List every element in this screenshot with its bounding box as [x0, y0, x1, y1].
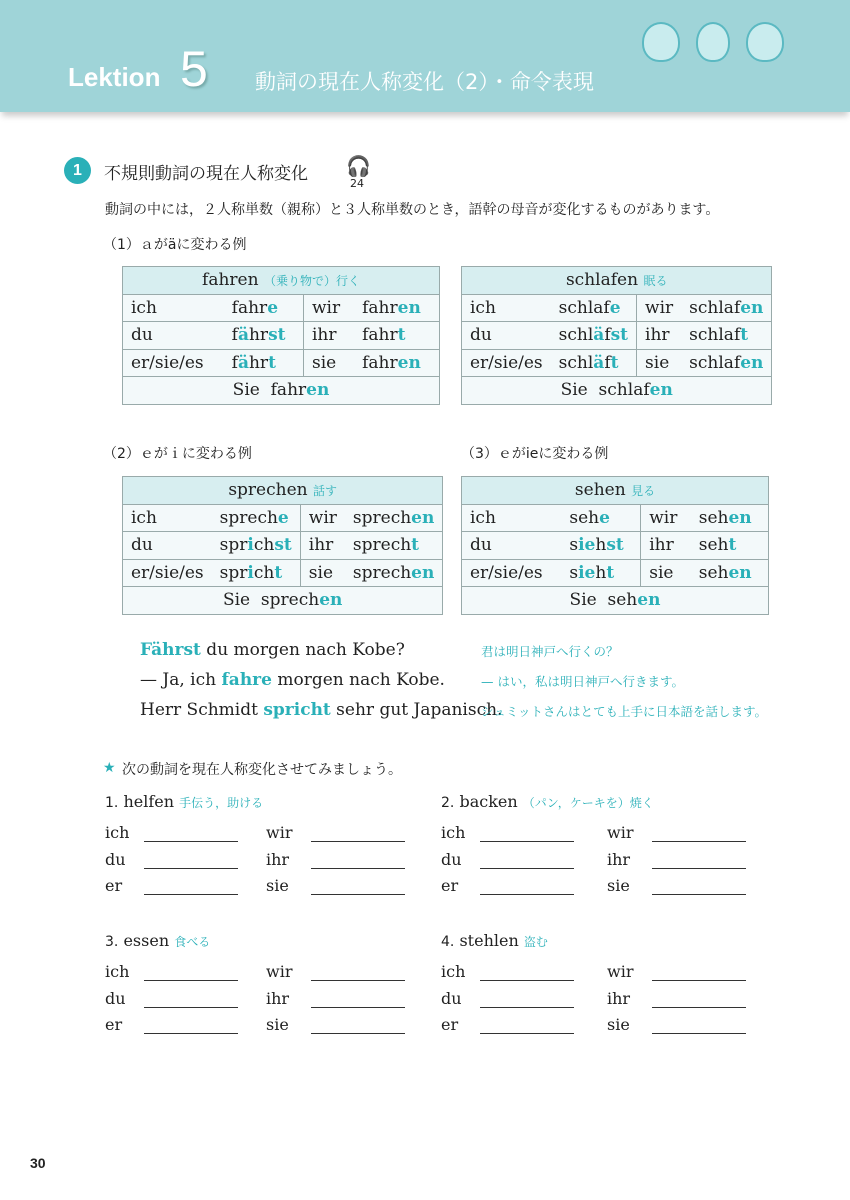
stem-text: schlaf — [689, 325, 741, 346]
ending-highlight: ä — [237, 325, 249, 346]
pronoun: wir — [300, 504, 345, 532]
ending-highlight: ä — [593, 352, 605, 373]
stem-text: hr — [248, 352, 269, 373]
pronoun: sie — [637, 349, 682, 377]
exercise-pronoun: du — [441, 988, 462, 1008]
ending-highlight: spricht — [263, 700, 331, 720]
exercise-pronoun: ich — [105, 823, 130, 842]
verb-meaning: 見る — [631, 484, 656, 499]
example-translation: シュミットさんはとても上手に日本語を話します。 — [481, 704, 768, 719]
exercise-pronoun: wir — [266, 823, 293, 842]
ending-highlight: e — [277, 507, 289, 528]
verb-form — [691, 559, 769, 587]
stem-text: fahr — [362, 325, 398, 346]
headphones-icon[interactable]: 🎧 — [346, 154, 371, 178]
formal-sie-form — [462, 377, 772, 405]
verb: sehen — [574, 480, 626, 501]
stem-text: morgen nach Kobe. — [271, 670, 445, 690]
ending-highlight: e — [609, 297, 621, 318]
exercise-pronoun: er — [105, 876, 123, 895]
exercise-item-essen — [105, 931, 210, 950]
verb-form — [345, 504, 443, 532]
exercise-meaning: （パン，ケーキを）焼く — [522, 796, 654, 810]
stem-text: f — [604, 352, 611, 373]
verb-form — [691, 532, 769, 560]
ending-highlight: en — [728, 562, 752, 583]
table-row — [462, 322, 772, 350]
answer-blank[interactable] — [311, 868, 405, 869]
answer-blank[interactable] — [144, 841, 238, 842]
lesson-title: 動詞の現在人称変化（2）・命令表現 — [255, 70, 594, 94]
pronoun: du — [462, 532, 562, 560]
ending-highlight: st — [274, 535, 292, 556]
stem-text: h — [595, 562, 607, 583]
ending-highlight: en — [411, 562, 435, 583]
pronoun: wir — [641, 504, 691, 532]
pronoun: du — [462, 322, 551, 350]
pronoun: er/sie/es — [462, 349, 551, 377]
stem-text: du morgen nach Kobe? — [200, 640, 405, 660]
answer-blank[interactable] — [311, 1033, 405, 1034]
stem-text: fahr — [259, 380, 307, 401]
ending-highlight: ä — [237, 352, 249, 373]
ending-highlight: en — [649, 380, 673, 401]
ending-highlight: t — [411, 535, 420, 556]
exercise-pronoun: wir — [266, 962, 293, 981]
stem-text: sprech — [250, 590, 320, 611]
verb-form — [224, 294, 304, 322]
intro-text: 動詞の中には，２人称単数（親称）と３人称単数のとき，語幹の母音が変化するものがあります。 — [105, 202, 720, 218]
stem-text: f — [604, 325, 611, 346]
ending-highlight: i — [247, 535, 254, 556]
example-translation: — はい，私は明日神戸へ行きます。 — [481, 674, 684, 689]
stem-text: sprech — [352, 535, 412, 556]
stem-text: Sie — [222, 590, 251, 611]
stem-text: Sie — [560, 380, 588, 401]
ending-highlight: e — [267, 297, 279, 318]
verb-form — [354, 322, 439, 350]
exercise-pronoun: er — [441, 876, 459, 895]
ending-highlight: ie — [578, 535, 596, 556]
exercise-item-stehlen — [441, 931, 548, 950]
verb-form — [561, 559, 640, 587]
ending-highlight: t — [397, 325, 406, 346]
conjugation-table-fahren — [122, 266, 440, 405]
exercise-pronoun: sie — [266, 876, 289, 895]
stem-text: h — [595, 535, 607, 556]
ending-highlight: en — [728, 507, 752, 528]
table-row — [462, 532, 769, 560]
exercise-verb: helfen — [123, 792, 175, 811]
conjugation-table-schlafen — [461, 266, 772, 405]
ending-highlight: e — [599, 507, 610, 528]
ending-highlight: t — [268, 352, 276, 373]
example-sentence — [140, 700, 502, 720]
answer-blank[interactable] — [144, 980, 238, 981]
stem-text: schlaf — [558, 297, 610, 318]
answer-blank[interactable] — [480, 1007, 574, 1008]
verb-meaning: （乗り物で）行く — [263, 274, 360, 289]
verb-form — [551, 294, 637, 322]
stem-text: seh — [596, 590, 638, 611]
exercise-pronoun: du — [105, 849, 126, 869]
audio-track-number: 24 — [350, 177, 364, 190]
verb-form — [561, 532, 640, 560]
ending-highlight: fahre — [221, 670, 272, 690]
answer-blank[interactable] — [311, 980, 405, 981]
exercise-pronoun: du — [105, 988, 126, 1008]
pronoun: ich — [123, 504, 212, 532]
verb-form — [224, 349, 304, 377]
verb-form — [691, 504, 769, 532]
exercise-verb: stehlen — [459, 931, 519, 950]
exercise-pronoun: sie — [607, 876, 630, 895]
group-2-label: （2）ｅがｉに変わる例 — [103, 446, 252, 462]
verb-form — [681, 322, 772, 350]
exercise-meaning: 盗む — [523, 935, 548, 949]
pronoun: ihr — [303, 322, 354, 350]
ending-highlight: t — [740, 325, 749, 346]
ending-highlight: en — [306, 380, 330, 401]
ending-highlight: ä — [593, 325, 605, 346]
table-row — [123, 532, 443, 560]
ending-highlight: t — [274, 562, 283, 583]
verb-form — [212, 532, 301, 560]
stem-text: seh — [698, 562, 729, 583]
exercise-pronoun: wir — [607, 823, 634, 842]
exercise-pronoun: ihr — [607, 849, 631, 869]
stem-text: schl — [558, 352, 594, 373]
ending-highlight: en — [637, 590, 661, 611]
star-icon: ★ — [103, 760, 116, 776]
table-row — [123, 349, 440, 377]
stem-text: sprech — [352, 507, 412, 528]
exercise-pronoun: er — [441, 1015, 459, 1034]
group-3-label: （3）ｅがieに変わる例 — [461, 446, 609, 462]
exercise-verb: essen — [123, 931, 170, 950]
ending-highlight: en — [319, 590, 343, 611]
bird-illustration-icon — [642, 22, 680, 62]
table-row — [462, 294, 772, 322]
exercise-meaning: 食べる — [174, 935, 211, 949]
exercise-number: 3. — [105, 934, 119, 950]
table-row — [462, 559, 769, 587]
exercise-title: 次の動詞を現在人称変化させてみましょう。 — [122, 762, 402, 778]
pronoun: ich — [123, 294, 224, 322]
stem-text: f — [231, 352, 238, 373]
ending-highlight: en — [411, 507, 435, 528]
stem-text: sprech — [219, 507, 278, 528]
verb-form — [345, 559, 443, 587]
example-sentence — [140, 640, 405, 660]
formal-sie-form — [123, 587, 443, 615]
verb-form — [354, 294, 439, 322]
bird-illustration-icon — [746, 22, 784, 62]
group-1-label: （1）ａがäに変わる例 — [103, 237, 247, 253]
exercise-number: 1. — [105, 795, 119, 811]
answer-blank[interactable] — [652, 841, 746, 842]
verb-meaning: 眠る — [643, 274, 668, 289]
ending-highlight: t — [728, 535, 737, 556]
formal-sie-form — [123, 377, 440, 405]
exercise-verb: backen — [459, 792, 518, 811]
ending-highlight: st — [606, 535, 624, 556]
answer-blank[interactable] — [652, 980, 746, 981]
stem-text: schlaf — [587, 380, 650, 401]
pronoun: er/sie/es — [123, 349, 224, 377]
exercise-pronoun: du — [441, 849, 462, 869]
ending-highlight: st — [610, 325, 629, 346]
exercise-item-helfen — [105, 792, 263, 811]
answer-blank[interactable] — [652, 868, 746, 869]
verb: schlafen — [565, 270, 639, 291]
stem-text: fahr — [231, 297, 268, 318]
ending-highlight: en — [740, 297, 764, 318]
stem-text: Sie — [232, 380, 260, 401]
answer-blank[interactable] — [652, 894, 746, 895]
stem-text: seh — [698, 507, 729, 528]
table-header — [123, 267, 440, 295]
stem-text: ch — [253, 535, 275, 556]
ending-highlight: Fährst — [140, 640, 201, 660]
exercise-pronoun: ich — [441, 823, 466, 842]
exercise-number: 4. — [441, 934, 455, 950]
pronoun: ihr — [641, 532, 691, 560]
answer-blank[interactable] — [144, 868, 238, 869]
answer-blank[interactable] — [652, 1033, 746, 1034]
stem-text: seh — [569, 507, 600, 528]
pronoun: sie — [303, 349, 354, 377]
verb-form — [224, 322, 304, 350]
pronoun: sie — [300, 559, 345, 587]
stem-text: fahr — [362, 352, 398, 373]
stem-text: — Ja, ich — [140, 670, 222, 690]
exercise-pronoun: ihr — [607, 988, 631, 1008]
stem-text: schlaf — [689, 297, 741, 318]
pronoun: ich — [462, 504, 562, 532]
table-header — [462, 267, 772, 295]
exercise-pronoun: ich — [105, 962, 130, 981]
stem-text: sehr gut Japanisch. — [330, 700, 503, 720]
bird-illustration-icon — [696, 22, 730, 62]
exercise-pronoun: ich — [441, 962, 466, 981]
table-row — [123, 294, 440, 322]
pronoun: ich — [462, 294, 551, 322]
verb-form — [551, 322, 637, 350]
verb-form — [212, 504, 301, 532]
exercise-pronoun: sie — [266, 1015, 289, 1034]
conjugation-table-sehen — [461, 476, 769, 615]
example-sentence — [140, 670, 445, 690]
stem-text: hr — [248, 325, 269, 346]
stem-text: s — [569, 535, 579, 556]
pronoun: wir — [303, 294, 354, 322]
verb-form — [212, 559, 301, 587]
verb-form — [681, 294, 772, 322]
pronoun: du — [123, 322, 224, 350]
stem-text: Herr Schmidt — [140, 700, 264, 720]
ending-highlight: i — [247, 562, 254, 583]
stem-text: ch — [253, 562, 275, 583]
pronoun: wir — [637, 294, 682, 322]
ending-highlight: en — [397, 297, 421, 318]
stem-text: spr — [219, 562, 248, 583]
stem-text: f — [231, 325, 238, 346]
answer-blank[interactable] — [480, 868, 574, 869]
stem-text: spr — [219, 535, 248, 556]
ending-highlight: en — [740, 352, 764, 373]
pronoun: er/sie/es — [123, 559, 212, 587]
table-row — [123, 559, 443, 587]
section-title: 不規則動詞の現在人称変化 — [104, 164, 308, 184]
ending-highlight: en — [397, 352, 421, 373]
exercise-item-backen — [441, 792, 654, 811]
answer-blank[interactable] — [480, 894, 574, 895]
example-translation: 君は明日神戸へ行くの？ — [481, 644, 619, 659]
exercise-pronoun: sie — [607, 1015, 630, 1034]
exercise-meaning: 手伝う，助ける — [179, 796, 264, 810]
exercise-pronoun: ihr — [266, 988, 290, 1008]
verb: fahren — [202, 270, 259, 291]
table-row — [462, 349, 772, 377]
verb-form — [561, 504, 640, 532]
verb-form — [345, 532, 443, 560]
conjugation-table-sprechen — [122, 476, 443, 615]
ending-highlight: t — [606, 562, 615, 583]
answer-blank[interactable] — [144, 1007, 238, 1008]
ending-highlight: st — [268, 325, 286, 346]
answer-blank[interactable] — [652, 1007, 746, 1008]
formal-sie-form — [462, 587, 769, 615]
page-number: 30 — [30, 1155, 46, 1171]
table-header — [462, 477, 769, 505]
exercise-pronoun: er — [105, 1015, 123, 1034]
answer-blank[interactable] — [144, 1033, 238, 1034]
table-row — [123, 504, 443, 532]
pronoun: er/sie/es — [462, 559, 562, 587]
lektion-label: Lektion — [68, 62, 161, 92]
answer-blank[interactable] — [144, 894, 238, 895]
answer-blank[interactable] — [480, 980, 574, 981]
stem-text: fahr — [362, 297, 398, 318]
answer-blank[interactable] — [480, 841, 574, 842]
section-number: 1 — [64, 157, 91, 184]
stem-text: schl — [558, 325, 594, 346]
stem-text: s — [569, 562, 579, 583]
stem-text: seh — [698, 535, 729, 556]
answer-blank[interactable] — [480, 1033, 574, 1034]
stem-text: sprech — [352, 562, 412, 583]
lesson-number: 5 — [180, 41, 208, 97]
table-row — [462, 504, 769, 532]
pronoun: ihr — [300, 532, 345, 560]
table-header — [123, 477, 443, 505]
verb-form — [551, 349, 637, 377]
pronoun: sie — [641, 559, 691, 587]
table-row — [123, 322, 440, 350]
verb-meaning: 話す — [313, 484, 338, 499]
pronoun: du — [123, 532, 212, 560]
answer-blank[interactable] — [311, 894, 405, 895]
answer-blank[interactable] — [311, 841, 405, 842]
stem-text: schlaf — [689, 352, 741, 373]
exercise-pronoun: ihr — [266, 849, 290, 869]
stem-text: Sie — [569, 590, 597, 611]
ending-highlight: ie — [578, 562, 596, 583]
answer-blank[interactable] — [311, 1007, 405, 1008]
verb: sprechen — [228, 480, 308, 501]
exercise-number: 2. — [441, 795, 455, 811]
ending-highlight: t — [610, 352, 619, 373]
verb-form — [354, 349, 439, 377]
pronoun: ihr — [637, 322, 682, 350]
verb-form — [681, 349, 772, 377]
exercise-pronoun: wir — [607, 962, 634, 981]
